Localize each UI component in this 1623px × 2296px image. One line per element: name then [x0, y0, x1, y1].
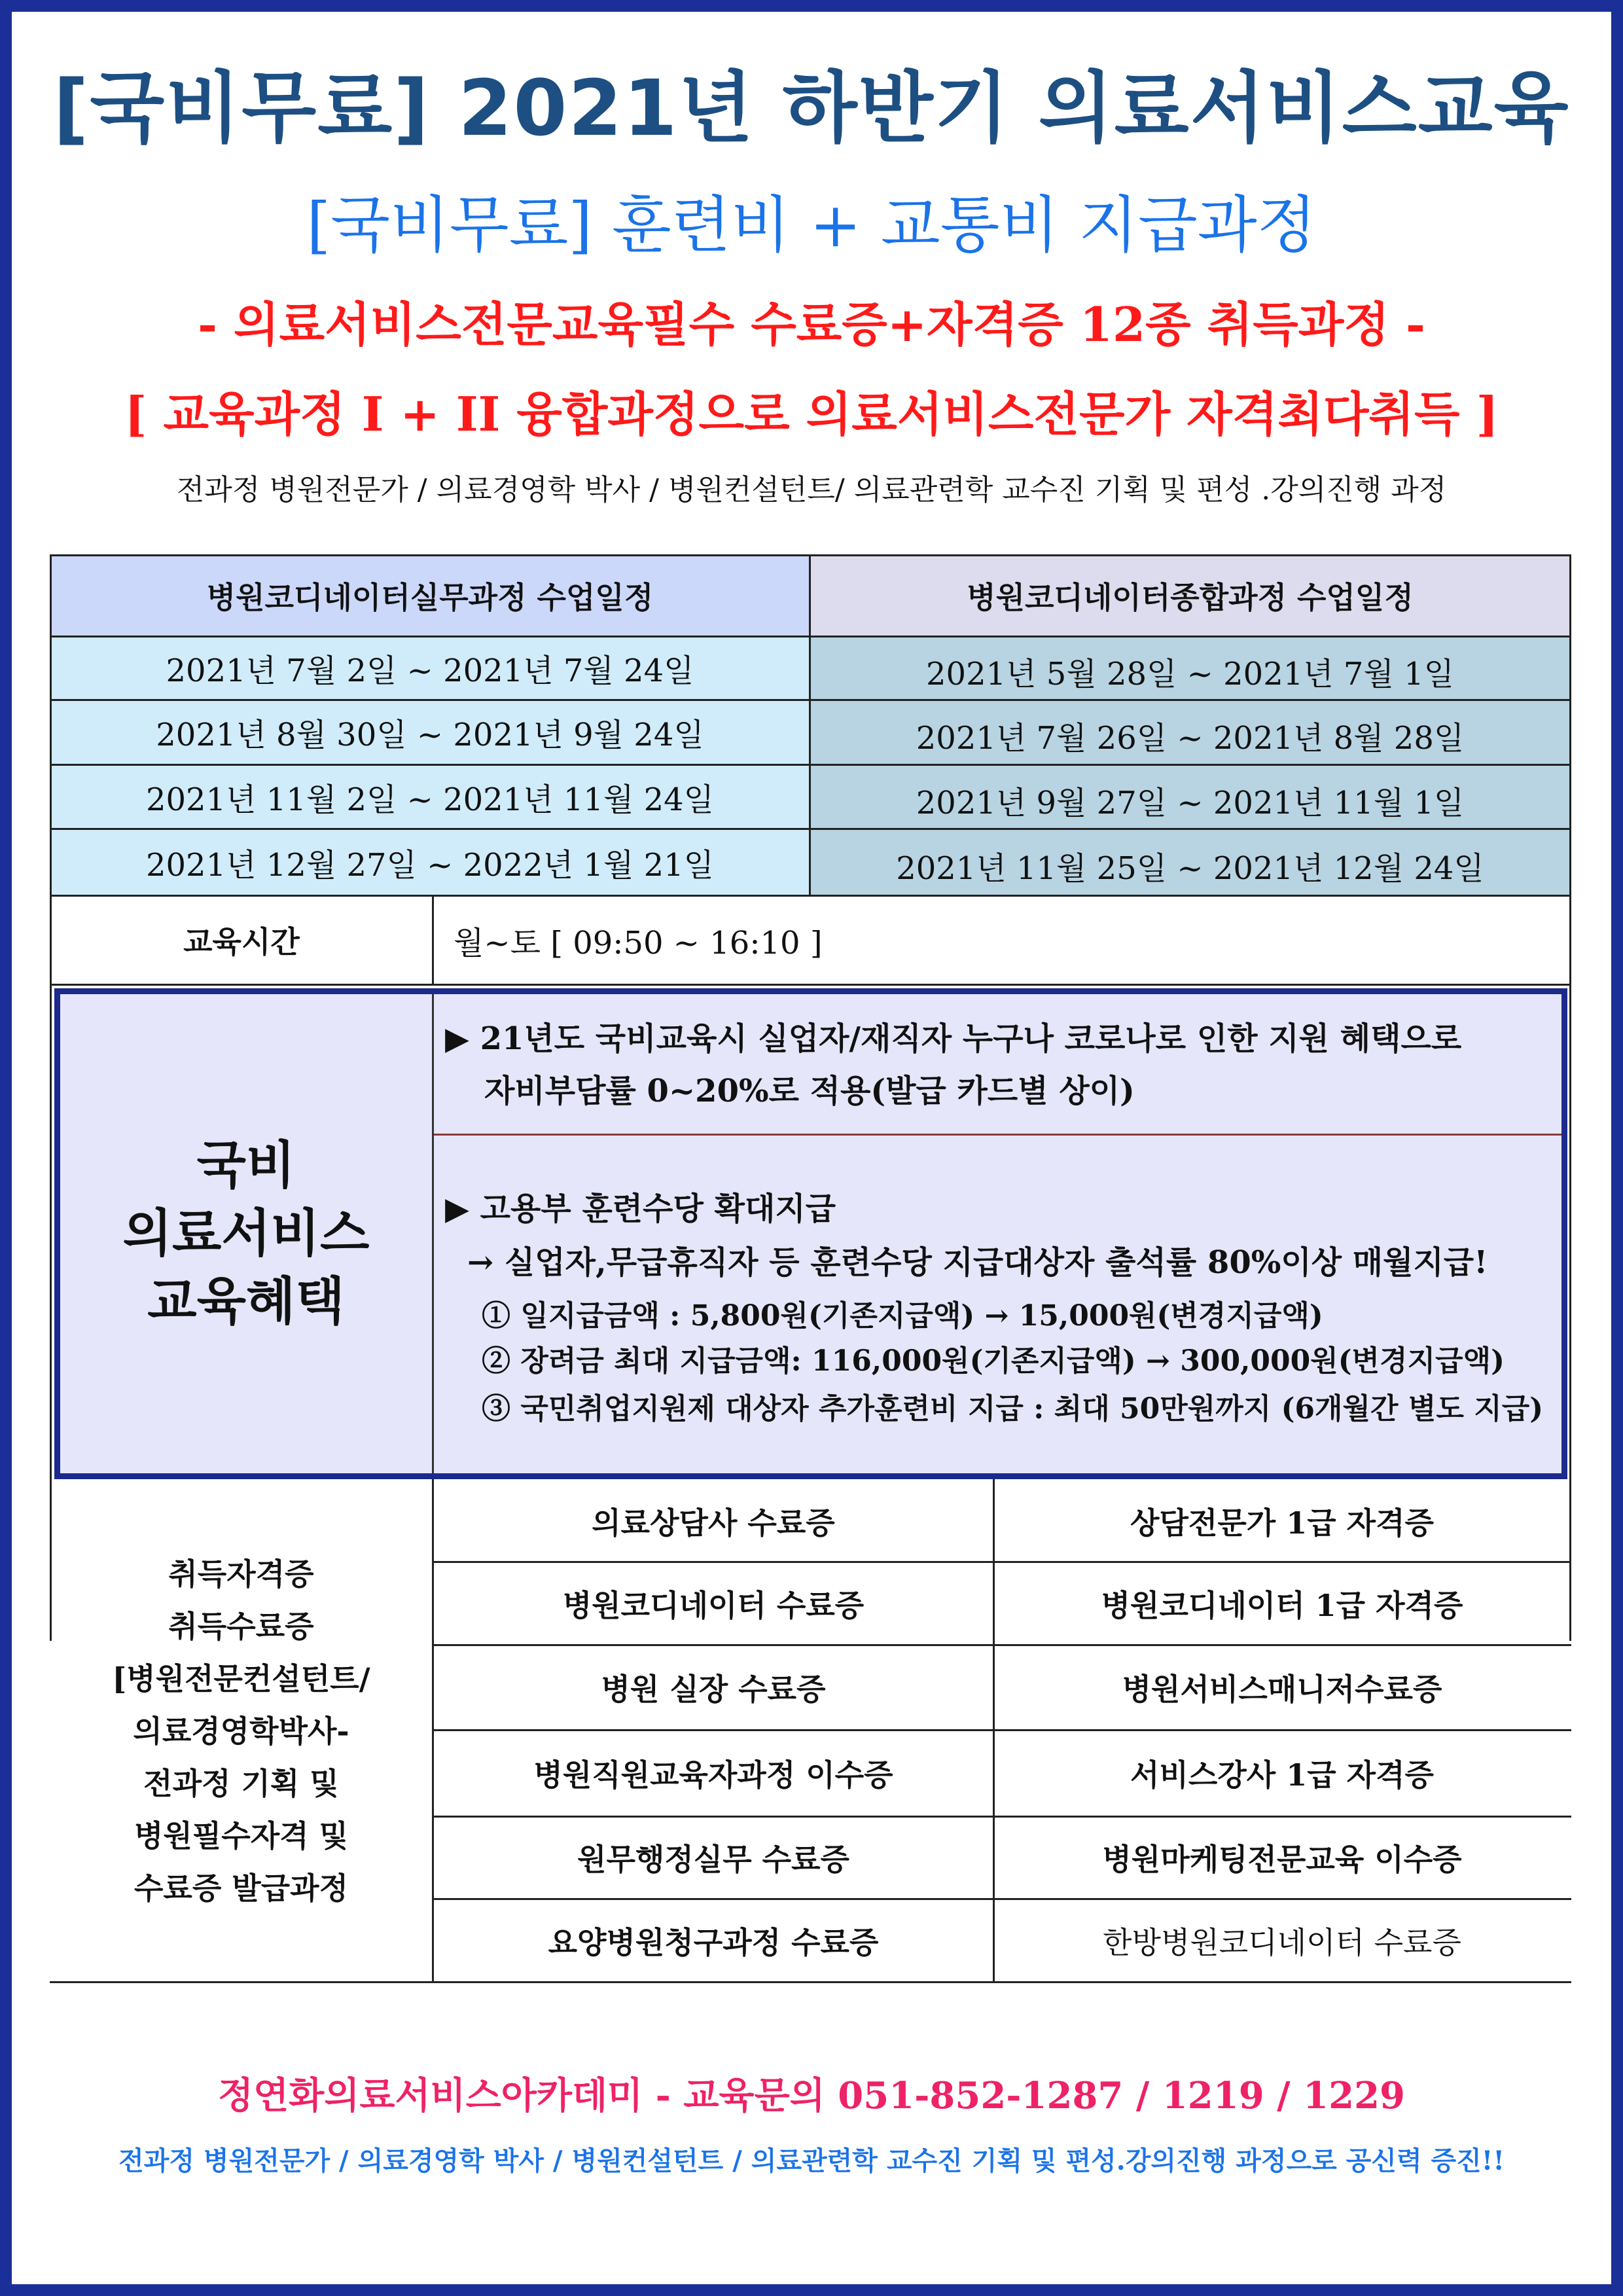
subtitle-combined-course: [ 교육과정 I + II 융합과정으로 의료서비스전문가 자격최다취득 ] [124, 386, 1499, 442]
page-title: [국비무료] 2021년 하반기 의료서비스교육 [53, 63, 1570, 153]
certificates-label-line: 의료경영학박사- [133, 1713, 349, 1749]
certificate-item: 병원 실장 수료증 [601, 1672, 826, 1707]
certificate-item: 병원직원교육자과정 이수증 [533, 1757, 893, 1793]
certificates-label-line: 취득수료증 [168, 1609, 314, 1644]
certificate-item: 병원마케팅전문교육 이수증 [1102, 1842, 1462, 1877]
certificates-label [50, 1480, 432, 1982]
benefits-label-line: 교육혜택 [147, 1272, 345, 1331]
benefit-allowance-item: ③ 국민취업지원제 대상자 추가훈련비 지급 : 최대 50만원까지 (6개월간 별도 지급) [482, 1392, 1544, 1426]
benefit-allowance-title: ▶ 고용부 훈련수당 확대지급 [445, 1191, 836, 1227]
subtitle-certificates: - 의료서비스전문교육필수 수료증+자격증 12종 취득과정 - [198, 296, 1425, 352]
benefits-label-line: 의료서비스 [122, 1204, 370, 1263]
benefit-allowance-item: ② 장려금 최대 지급금액: 116,000원(기존지급액) → 300,000원(변경지급액) [482, 1344, 1505, 1378]
certificate-item: 한방병원코디네이터 수료증 [1103, 1924, 1461, 1960]
certificate-item: 상담전문가 1급 자격증 [1130, 1505, 1434, 1541]
benefit-allowance-item: ① 일지급금액 : 5,800원(기존지급액) → 15,000원(변경지급액) [482, 1299, 1323, 1333]
schedule-date-comprehensive: 2021년 9월 27일 ~ 2021년 11월 1일 [810, 764, 1571, 829]
edu-time-label: 교육시간 [183, 924, 300, 960]
schedule-header-practical: 병원코디네이터실무과정 수업일정 [50, 555, 810, 636]
schedule-date-practical: 2021년 12월 27일 ~ 2022년 1월 21일 [50, 829, 810, 895]
schedule-date-comprehensive: 2021년 5월 28일 ~ 2021년 7월 1일 [810, 636, 1571, 700]
certificates-label-line: 취득자격증 [168, 1556, 314, 1592]
certificate-item: 병원코디네이터 수료증 [562, 1587, 865, 1623]
benefits-label [60, 994, 432, 1473]
certificate-item: 병원서비스매니저수료증 [1122, 1672, 1442, 1707]
schedule-date-practical: 2021년 7월 2일 ~ 2021년 7월 24일 [50, 636, 810, 700]
schedule-date-comprehensive: 2021년 11월 25일 ~ 2021년 12월 24일 [810, 829, 1571, 895]
certificate-item: 원무행정실무 수료증 [577, 1842, 849, 1877]
benefit-allowance-target: → 실업자,무급휴직자 등 훈련수당 지급대상자 출석률 80%이상 매월지급! [467, 1244, 1488, 1281]
certificate-item: 병원코디네이터 1급 자격증 [1101, 1587, 1463, 1623]
schedule-date-practical: 2021년 8월 30일 ~ 2021년 9월 24일 [50, 700, 810, 764]
subtitle-funding: [국비무료] 훈련비 + 교통비 지급과정 [306, 190, 1317, 261]
course-description: 전과정 병원전문가 / 의료경영학 박사 / 병원컨설턴트/ 의료관련학 교수진 기획 및 편성 .강의진행 과정 [176, 473, 1447, 507]
benefits-label-line: 국비 [196, 1136, 296, 1195]
certificates-label-line: [병원전문컨설턴트/ [112, 1661, 370, 1696]
certificates-label-line: 병원필수자격 및 [134, 1818, 349, 1854]
benefit-self-pay-rate: 자비부담률 0~20%로 적용(발급 카드별 상이) [484, 1073, 1135, 1109]
schedule-date-comprehensive: 2021년 7월 26일 ~ 2021년 8월 28일 [810, 700, 1571, 764]
certificates-label-line: 수료증 발급과정 [134, 1871, 349, 1906]
academy-contact: 정연화의료서비스아카데미 - 교육문의 051-852-1287 / 1219 / 1229 [217, 2074, 1405, 2117]
schedule-date-practical: 2021년 11월 2일 ~ 2021년 11월 24일 [50, 764, 810, 829]
certificate-item: 요양병원청구과정 수료증 [548, 1924, 879, 1960]
footer-tagline: 전과정 병원전문가 / 의료경영학 박사 / 병원컨설턴트 / 의료관련학 교수진 기획 및 편성.강의진행 과정으로 공신력 증진!! [118, 2145, 1505, 2176]
benefit-covid-support: ▶ 21년도 국비교육시 실업자/재직자 누구나 코로나로 인한 지원 혜택으로 [445, 1020, 1462, 1057]
certificate-item: 의료상담사 수료증 [592, 1505, 835, 1541]
certificate-item: 서비스강사 1급 자격증 [1130, 1757, 1434, 1793]
schedule-header-comprehensive: 병원코디네이터종합과정 수업일정 [810, 555, 1571, 636]
certificates-label-line: 전과정 기획 및 [143, 1766, 339, 1801]
edu-time-value: 월~토 [ 09:50 ~ 16:10 ] [454, 924, 823, 961]
